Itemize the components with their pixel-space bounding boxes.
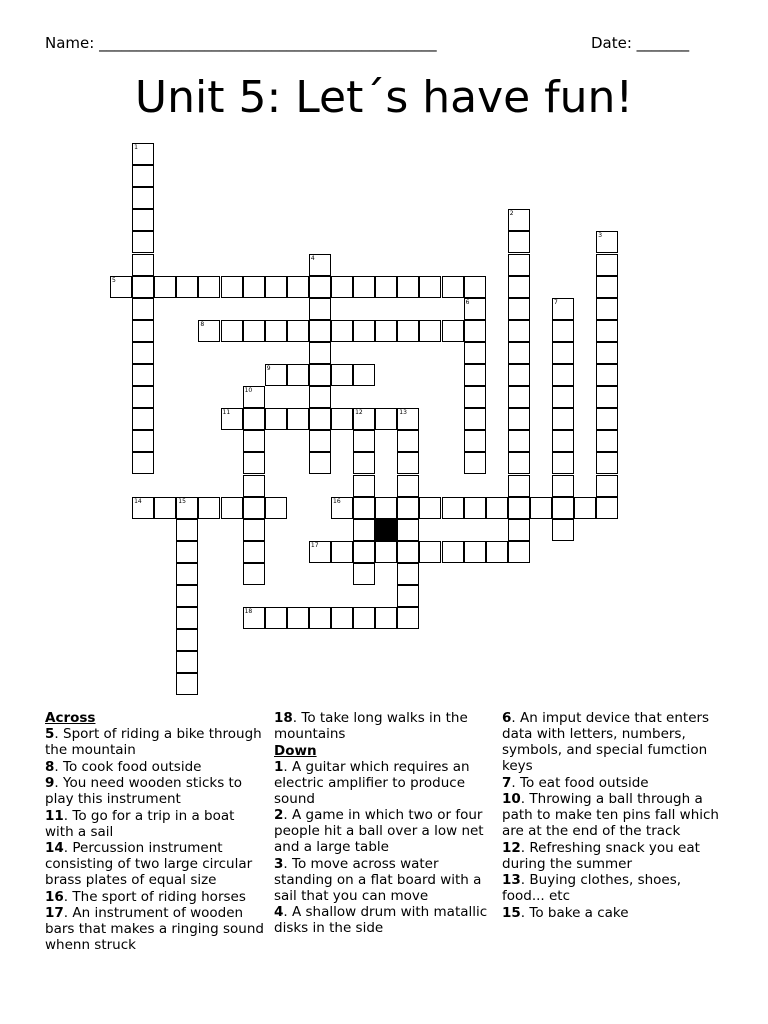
grid-cell[interactable] — [508, 231, 530, 253]
grid-cell[interactable] — [265, 320, 287, 342]
down-clue: 6. An imput device that enters data with letters, numbers, symbols, and special fumction keys — [502, 710, 710, 774]
grid-cell[interactable] — [309, 430, 331, 452]
clue-text: Throwing a ball through a path to make ten pins fall which are at the end of the track — [502, 791, 719, 839]
down-clue: 7. To eat food outside — [502, 774, 649, 791]
grid-cell[interactable] — [442, 541, 464, 563]
grid-cell[interactable] — [464, 342, 486, 364]
grid-cell[interactable] — [331, 276, 353, 298]
grid-cell[interactable] — [397, 497, 419, 519]
clue-text: To bake a cake — [529, 904, 629, 921]
clue-text: Percussion instrument consisting of two large circular brass plates of equal size — [45, 840, 253, 888]
clue-number: 3 — [274, 855, 284, 872]
clue-text: To eat food outside — [520, 774, 649, 791]
grid-cell[interactable] — [309, 320, 331, 342]
clue-text: To move across water standing on a flat board with a sail that you can move — [274, 855, 482, 904]
grid-cell[interactable] — [375, 276, 397, 298]
clue-text: A game in which two or four people hit a ball over a low net and a large table — [274, 807, 484, 855]
grid-cell[interactable] — [176, 276, 198, 298]
grid-cell[interactable] — [552, 320, 574, 342]
clue-text: The sport of riding horses — [72, 888, 246, 905]
across-clue: 16. The sport of riding horses — [45, 888, 246, 905]
grid-cell[interactable] — [552, 364, 574, 386]
clue-number-label: 5 — [112, 276, 116, 284]
clue-text: Refreshing snack you eat during the summer — [502, 839, 700, 872]
grid-cell[interactable] — [243, 519, 265, 541]
down-clue: 13. Buying clothes, shoes, food... etc — [502, 872, 682, 904]
grid-cell[interactable] — [596, 430, 618, 452]
clue-number-label: 14 — [134, 497, 142, 505]
grid-cell[interactable] — [243, 563, 265, 585]
grid-cell[interactable] — [353, 541, 375, 563]
grid-cell[interactable] — [464, 364, 486, 386]
grid-cell[interactable] — [397, 585, 419, 607]
grid-cell[interactable] — [331, 607, 353, 629]
grid-cell[interactable] — [508, 320, 530, 342]
grid-cell[interactable] — [464, 541, 486, 563]
grid-cell[interactable] — [464, 386, 486, 408]
grid-cell[interactable] — [552, 342, 574, 364]
down-clue: 12. Refreshing snack you eat during the summer — [502, 839, 700, 872]
grid-cell[interactable] — [375, 497, 397, 519]
grid-cell[interactable] — [442, 320, 464, 342]
grid-cell[interactable] — [508, 298, 530, 320]
clue-number: 16 — [45, 888, 64, 905]
grid-cell[interactable] — [596, 452, 618, 474]
grid-cell[interactable] — [132, 408, 154, 430]
grid-cell[interactable] — [287, 607, 309, 629]
clue-number: 6 — [502, 710, 512, 726]
across-clue: 17. An instrument of wooden bars that makes a ringing sound whenn struck — [45, 905, 264, 953]
grid-cell[interactable] — [243, 408, 265, 430]
grid-cell[interactable] — [132, 165, 154, 187]
grid-cell[interactable] — [287, 276, 309, 298]
clue-number-label: 8 — [200, 320, 205, 328]
grid-cell[interactable] — [353, 276, 375, 298]
clue-number: 14 — [45, 840, 64, 856]
grid-cell[interactable] — [243, 497, 265, 519]
grid-cell[interactable] — [176, 563, 198, 585]
grid-cell[interactable] — [397, 276, 419, 298]
grid-cell[interactable] — [552, 408, 574, 430]
grid-cell[interactable] — [464, 320, 486, 342]
down-clue: 10. Throwing a ball through a path to make ten pins fall which are at the end of the track — [502, 791, 719, 839]
grid-cell[interactable] — [331, 320, 353, 342]
clue-number: 4 — [274, 904, 284, 920]
clue-number: 13 — [502, 872, 521, 888]
grid-cell[interactable] — [132, 298, 154, 320]
grid-cell[interactable] — [397, 607, 419, 629]
grid-cell[interactable] — [464, 408, 486, 430]
grid-cell[interactable] — [176, 541, 198, 563]
grid-cell[interactable] — [287, 364, 309, 386]
grid-cell[interactable] — [353, 607, 375, 629]
across-heading: Across — [45, 710, 96, 726]
grid-cell[interactable] — [596, 298, 618, 320]
grid-cell[interactable] — [132, 254, 154, 276]
grid-cell[interactable] — [353, 497, 375, 519]
grid-cell[interactable] — [419, 541, 441, 563]
grid-cell[interactable] — [331, 408, 353, 430]
grid-cell[interactable] — [508, 519, 530, 541]
grid-cell[interactable] — [132, 364, 154, 386]
grid-cell[interactable] — [508, 497, 530, 519]
grid-cell[interactable] — [309, 364, 331, 386]
grid-cell[interactable] — [397, 430, 419, 452]
across-clue: 11. To go for a trip in a boat with a sail — [45, 807, 235, 840]
grid-cell[interactable] — [243, 276, 265, 298]
grid-cell[interactable] — [265, 408, 287, 430]
grid-cell[interactable] — [464, 452, 486, 474]
clue-number: 2 — [274, 807, 284, 823]
clue-number-label: 12 — [355, 409, 363, 417]
clue-number: 8 — [45, 758, 55, 775]
grid-cell[interactable] — [397, 452, 419, 474]
grid-cell[interactable] — [309, 298, 331, 320]
grid-cell[interactable] — [508, 342, 530, 364]
grid-cell[interactable] — [508, 541, 530, 563]
grid-cell[interactable] — [353, 430, 375, 452]
grid-cell[interactable] — [176, 673, 198, 695]
clue-number: 17 — [45, 905, 64, 921]
grid-cell[interactable] — [132, 187, 154, 209]
grid-cell[interactable] — [552, 497, 574, 519]
grid-cell[interactable] — [265, 607, 287, 629]
grid-cell[interactable] — [596, 320, 618, 342]
grid-cell[interactable] — [508, 386, 530, 408]
grid-cell[interactable] — [486, 541, 508, 563]
grid-cell[interactable] — [176, 607, 198, 629]
grid-cell[interactable] — [574, 497, 596, 519]
clue-number: 5 — [45, 726, 55, 742]
grid-cell[interactable] — [265, 276, 287, 298]
grid-cell[interactable] — [309, 607, 331, 629]
clue-text: An instrument of wooden bars that makes a ringing sound whenn struck — [45, 905, 264, 953]
grid-cell[interactable] — [221, 276, 243, 298]
grid-cell[interactable] — [309, 276, 331, 298]
clue-number-label: 1 — [134, 144, 138, 151]
across-clue: 5. Sport of riding a bike through the mountain — [45, 726, 262, 758]
grid-cell[interactable] — [198, 497, 220, 519]
grid-cell[interactable] — [596, 475, 618, 497]
grid-cell[interactable] — [397, 541, 419, 563]
clue-number-label: 2 — [509, 210, 514, 218]
grid-cell[interactable] — [154, 497, 176, 519]
clue-number: 15 — [502, 904, 521, 921]
clue-text: To take long walks in the mountains — [274, 710, 468, 742]
down-clue: 15. To bake a cake — [502, 904, 629, 921]
grid-cell[interactable] — [243, 475, 265, 497]
clue-number-label: 16 — [333, 497, 341, 505]
grid-cell[interactable] — [243, 452, 265, 474]
clues-column-2 — [274, 710, 496, 937]
grid-cell[interactable] — [397, 475, 419, 497]
grid-cell[interactable] — [596, 364, 618, 386]
clue-number: 9 — [45, 775, 55, 791]
grid-cell[interactable] — [552, 519, 574, 541]
grid-cell[interactable] — [508, 276, 530, 298]
across-clue: 18. To take long walks in the mountains — [274, 710, 468, 742]
clue-text: Buying clothes, shoes, food... etc — [502, 872, 682, 904]
grid-cell[interactable] — [132, 342, 154, 364]
clue-text: An imput device that enters data with letters, numbers, symbols, and special fumction keys — [502, 710, 710, 774]
grid-cell[interactable] — [132, 386, 154, 408]
grid-cell[interactable] — [508, 254, 530, 276]
grid-cell[interactable] — [596, 342, 618, 364]
across-clue: 9. You need wooden sticks to play this instrument — [45, 775, 243, 807]
grid-cell[interactable] — [132, 320, 154, 342]
grid-cell[interactable] — [353, 563, 375, 585]
grid-cell[interactable] — [596, 408, 618, 430]
clue-number: 11 — [45, 807, 64, 824]
grid-cell[interactable] — [419, 320, 441, 342]
grid-cell[interactable] — [353, 364, 375, 386]
grid-cell[interactable] — [132, 430, 154, 452]
grid-cell[interactable] — [397, 563, 419, 585]
grid-cell[interactable] — [596, 497, 618, 519]
clue-number: 10 — [502, 791, 521, 807]
grid-cell[interactable] — [176, 585, 198, 607]
grid-cell[interactable] — [508, 475, 530, 497]
clue-number-label: 9 — [266, 365, 271, 372]
down-clue: 4. A shallow drum with matallic disks in the side — [274, 904, 488, 936]
clue-text: To go for a trip in a boat with a sail — [45, 807, 235, 840]
down-clue: 2. A game in which two or four people hit a ball over a low net and a large table — [274, 807, 484, 855]
grid-cell[interactable] — [309, 408, 331, 430]
grid-cell[interactable] — [552, 386, 574, 408]
clue-number: 1 — [274, 758, 284, 775]
grid-cell[interactable] — [397, 519, 419, 541]
clue-text: A shallow drum with matallic disks in the side — [274, 904, 488, 936]
grid-cell[interactable] — [309, 386, 331, 408]
grid-cell[interactable] — [442, 497, 464, 519]
grid-cell[interactable] — [375, 607, 397, 629]
grid-cell[interactable] — [132, 452, 154, 474]
grid-cell[interactable] — [287, 408, 309, 430]
grid-cell[interactable] — [331, 541, 353, 563]
clue-number-label: 11 — [222, 409, 231, 417]
down-heading: Down — [274, 742, 317, 759]
grid-cell[interactable] — [464, 430, 486, 452]
across-clue: 14. Percussion instrument consisting of two large circular brass plates of equal size — [45, 840, 253, 888]
grid-cell[interactable] — [176, 519, 198, 541]
name-field-line[interactable]: Name: _____________________________________________ — [45, 34, 437, 52]
grid-cell[interactable] — [464, 497, 486, 519]
grid-cell[interactable] — [596, 276, 618, 298]
clue-number-label: 3 — [598, 232, 603, 240]
clue-number: 12 — [502, 839, 521, 856]
clue-number-label: 6 — [465, 298, 470, 306]
clue-number-label: 15 — [178, 497, 186, 505]
down-clue: 1. A guitar which requires an electric amplifier to produce sound — [274, 758, 470, 807]
grid-cell[interactable] — [353, 452, 375, 474]
grid-cell[interactable] — [353, 519, 375, 541]
grid-cell[interactable] — [309, 452, 331, 474]
grid-cell[interactable] — [442, 276, 464, 298]
clue-number-label: 10 — [244, 387, 253, 395]
grid-cell[interactable] — [243, 320, 265, 342]
grid-cell[interactable] — [309, 342, 331, 364]
clue-number-label: 17 — [310, 541, 319, 549]
grid-cell[interactable] — [375, 541, 397, 563]
clues-column-3 — [502, 710, 724, 921]
grid-cell[interactable] — [331, 364, 353, 386]
grid-cell[interactable] — [221, 497, 243, 519]
grid-cell[interactable] — [353, 320, 375, 342]
date-field-line[interactable]: Date: _______ — [591, 34, 690, 52]
down-clue: 3. To move across water standing on a flat board with a sail that you can move — [274, 855, 482, 904]
page-title: Unit 5: Let´s have fun! — [134, 72, 634, 123]
grid-cell[interactable] — [486, 497, 508, 519]
across-clue: 8. To cook food outside — [45, 758, 202, 775]
grid-cell[interactable] — [221, 320, 243, 342]
grid-cell[interactable] — [243, 541, 265, 563]
grid-cell[interactable] — [530, 497, 552, 519]
clue-number-label: 7 — [554, 298, 558, 306]
grid-cell[interactable] — [508, 452, 530, 474]
grid-cell[interactable] — [132, 209, 154, 231]
grid-cell[interactable] — [353, 475, 375, 497]
grid-cell[interactable] — [552, 452, 574, 474]
grid-cell[interactable] — [596, 254, 618, 276]
clue-number: 18 — [274, 710, 293, 726]
grid-cell[interactable] — [419, 497, 441, 519]
grid-cell[interactable] — [508, 408, 530, 430]
grid-cell[interactable] — [375, 408, 397, 430]
clues-column-1 — [45, 710, 267, 954]
grid-cell[interactable] — [508, 430, 530, 452]
grid-cell[interactable] — [552, 475, 574, 497]
grid-cell[interactable] — [243, 430, 265, 452]
grid-cell[interactable] — [132, 276, 154, 298]
grid-cell[interactable] — [375, 320, 397, 342]
grid-cell[interactable] — [596, 386, 618, 408]
clue-text: A guitar which requires an electric amplifier to produce sound — [274, 758, 470, 807]
clue-number: 7 — [502, 774, 512, 791]
clue-number-label: 13 — [399, 409, 407, 417]
grid-cell[interactable] — [287, 320, 309, 342]
grid-cell[interactable] — [176, 629, 198, 651]
clue-text: Sport of riding a bike through the mountain — [45, 726, 262, 758]
grid-cell[interactable] — [552, 430, 574, 452]
grid-cell[interactable] — [508, 364, 530, 386]
grid-cell[interactable] — [464, 276, 486, 298]
black-cell — [375, 519, 397, 541]
clue-text: You need wooden sticks to play this instrument — [45, 775, 243, 807]
grid-cell[interactable] — [265, 497, 287, 519]
grid-cell[interactable] — [176, 651, 198, 673]
grid-cell[interactable] — [397, 320, 419, 342]
grid-cell[interactable] — [154, 276, 176, 298]
clue-number-label: 4 — [310, 254, 315, 262]
grid-cell[interactable] — [198, 276, 220, 298]
clue-number-label: 18 — [244, 608, 253, 616]
clue-text: To cook food outside — [63, 758, 202, 775]
grid-cell[interactable] — [132, 231, 154, 253]
grid-cell[interactable] — [419, 276, 441, 298]
